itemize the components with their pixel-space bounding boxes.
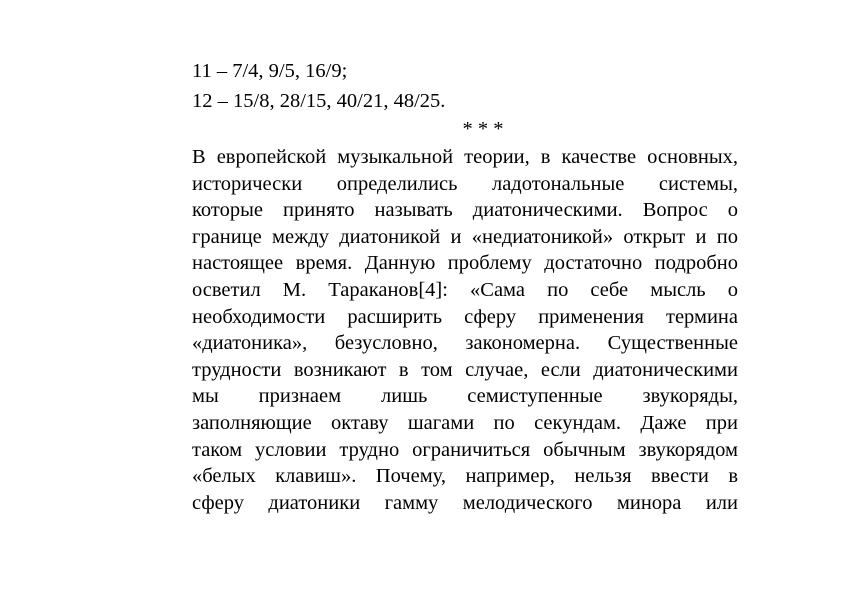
paragraph-line: настоящее время. Данную проблему достаточно подробно	[192, 252, 738, 275]
body-paragraph	[192, 144, 738, 516]
paragraph-line: «диатоника», безусловно, закономерна. Существенные	[192, 332, 738, 355]
paragraph-line: мы признаем лишь семиступенные звукоряды,	[192, 385, 738, 408]
paragraph-line: границе между диатоникой и «недиатоникой» открыт и по	[192, 225, 738, 248]
paragraph-line: сферу диатоники гамму мелодического минора или	[192, 491, 738, 514]
paragraph-line: осветил М. Тараканов[4]: «Сама по себе мысль о	[192, 278, 738, 301]
paragraph-line: трудности возникают в том случае, если диатоническими	[192, 358, 738, 381]
paragraph-line: «белых клавиш». Почему, например, нельзя ввести в	[192, 465, 738, 488]
paragraph-line: необходимости расширить сферу применения термина	[192, 305, 738, 328]
paragraph-line: которые принято называть диатоническими. Вопрос о	[192, 199, 738, 222]
paragraph-line: таком условии трудно ограничиться обычным звукорядом	[192, 438, 738, 461]
document-text	[192, 56, 738, 516]
ratio-list-line-11: 11 – 7/4, 9/5, 16/9;	[192, 60, 348, 82]
paragraph-line: заполняющие октаву шагами по секундам. Даже при	[192, 411, 738, 434]
paragraph-line: исторически определились ладотональные системы,	[192, 172, 738, 195]
ratio-list-line-12: 12 – 15/8, 28/15, 40/21, 48/25.	[192, 90, 446, 112]
section-separator: * * *	[462, 118, 504, 140]
paragraph-line: В европейской музыкальной теории, в качестве основных,	[192, 146, 738, 168]
